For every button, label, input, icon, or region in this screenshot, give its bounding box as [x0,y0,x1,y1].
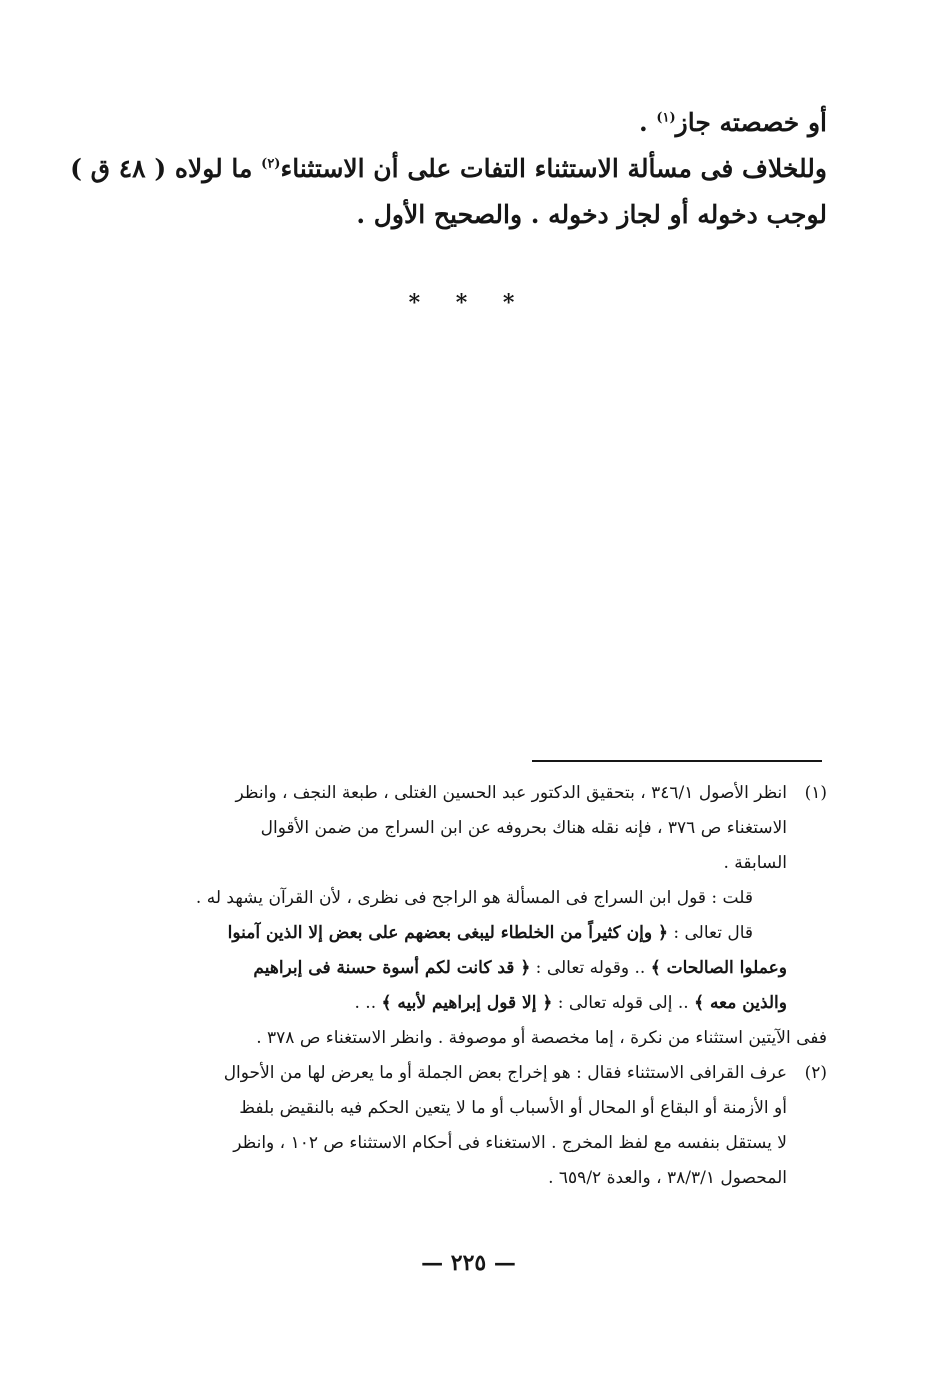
footnote-1-line: انظر الأصول ٣٤٦/١ ، بتحقيق الدكتور عبد الحسين الغتلى ، طبعة النجف ، وانظر [235,783,787,803]
footnote-number-2: (٢) [804,1063,827,1083]
footnote-2 [127,1056,827,1196]
main-line-2 [70,146,827,192]
verse-intro: .. إلى قوله تعالى : [552,993,695,1013]
main-line-1-end: . [638,108,657,137]
ellipsis: .. . [354,993,382,1013]
footnote-1-line [127,916,787,951]
main-line-2-text: وللخلاف فى مسألة الاستثناء التفات على أن الاستثناء [280,154,827,183]
quran-verse: ﴿ إلا قول إبراهيم لأبيه ﴾ [381,993,553,1013]
quran-verse: ﴿ قد كانت لكم أسوة حسنة فى إبراهيم [253,958,531,978]
footnote-2-line: أو الأزمنة أو البقاع أو المحال أو الأسباب أو ما لا يتعين الحكم فيه بالنقيض بلفظ [239,1098,787,1118]
footnote-2-line: لا يستقل بنفسه مع لفظ المخرج . الاستغناء فى أحكام الاستثناء ص ١٠٢ ، وانظر [233,1133,787,1153]
footnote-2-line: عرف القرافى الاستثناء فقال : هو إخراج بعض الجملة أو ما يعرض لها من الأحوال [223,1063,787,1083]
main-line-3: لوجب دخوله أو لجاز دخوله . والصحيح الأول . [356,200,827,229]
footnote-1-line: قلت : قول ابن السراج فى المسألة هو الراجح فى نظرى ، لأن القرآن يشهد له . [195,888,753,908]
footnote-1-body [127,776,827,1056]
main-line-1 [127,100,827,146]
footnotes [127,776,827,1196]
footnote-ref-1[interactable]: (١) [656,110,676,126]
footnote-1 [127,776,827,1056]
main-line-1-text: أو خصصته جاز [675,108,827,137]
verse-intro: .. وقوله تعالى : [530,958,651,978]
quran-verse: ﴿ وإن كثيراً من الخلطاء ليبغى بعضهم على بعض إلا الذين آمنوا [227,923,668,943]
footnote-1-line: السابقة . [723,853,787,873]
footnote-1-line [127,951,787,986]
footnote-divider [532,760,822,762]
footnote-2-body [127,1056,787,1196]
quran-verse: وعملوا الصالحات ﴾ [650,958,787,978]
quran-verse: والذين معه ﴾ [694,993,787,1013]
page-number: — ٢٢٥ — [421,1250,516,1276]
main-text [70,100,827,238]
footnote-number-1: (١) [804,783,827,803]
footnote-1-line: ففى الآيتين استثناء من نكرة ، إما مخصصة أو موصوفة . وانظر الاستغناء ص ٣٧٨ . [256,1028,827,1048]
footnote-1-line [127,986,787,1021]
footnote-2-line: المحصول ٣٨/٣/١ ، والعدة ٦٥٩/٢ . [548,1168,787,1188]
verse-intro: قال تعالى : [667,923,753,943]
footnote-1-line: الاستغناء ص ٣٧٦ ، فإنه نقله هناك بحروفه عن ابن السراج من ضمن الأقوال [260,818,787,838]
section-separator: * * * [408,290,529,316]
footnote-ref-2[interactable]: (٢) [261,156,281,172]
main-line-2-end: ما لولاه ( ٤٨ ق ) [70,154,262,183]
